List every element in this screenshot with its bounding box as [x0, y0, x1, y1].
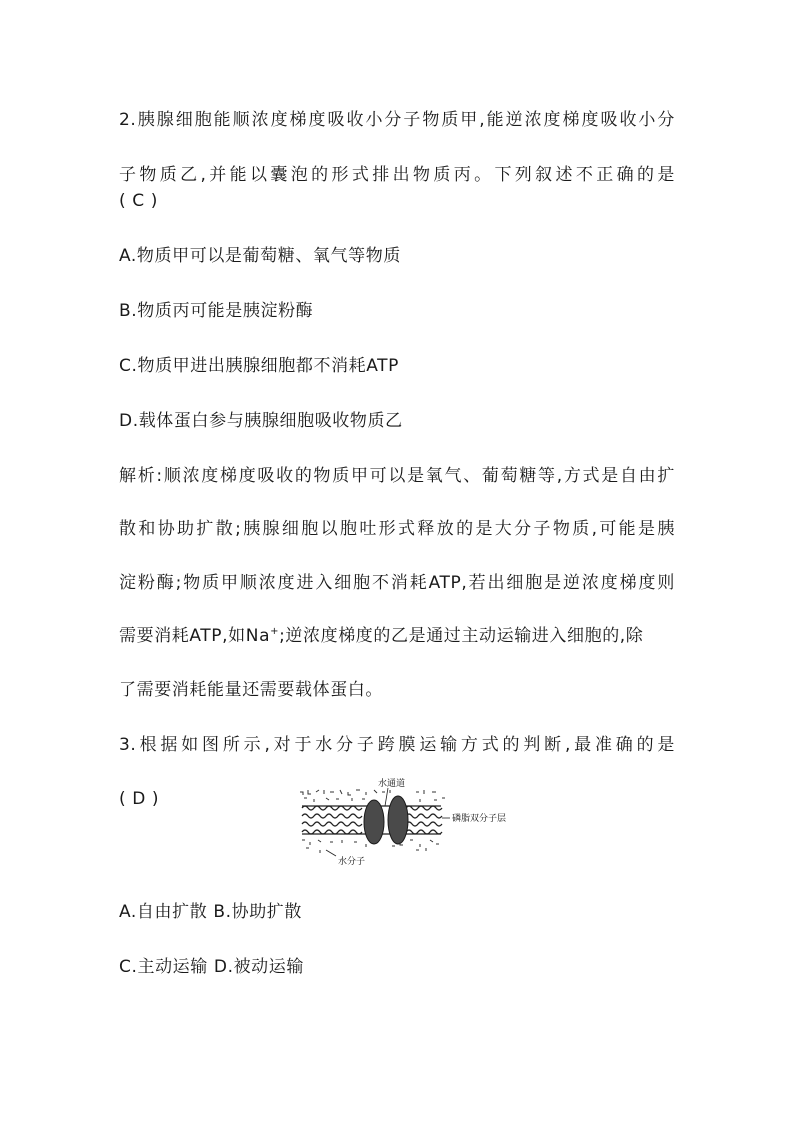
q2-option-d: D.载体蛋白参与胰腺细胞吸收物质乙 [119, 411, 403, 431]
water-channel-membrane-figure [296, 778, 512, 868]
label-water-molecule: 水分子 [338, 857, 366, 867]
q3-answer: ( D ) [119, 789, 160, 809]
channel-protein [364, 796, 408, 844]
channel-protein-right [388, 796, 408, 844]
q2-analysis-line-4 [119, 626, 675, 646]
q2-stem-line-2: 子物质乙,并能以囊泡的形式排出物质丙。下列叙述不正确的是 [119, 165, 675, 185]
q3-stem-line-1: 3.根据如图所示,对于水分子跨膜运输方式的判断,最准确的是 [119, 735, 675, 755]
channel-protein-left [364, 800, 384, 844]
q2-analysis-line-5: 了需要消耗能量还需要载体蛋白。 [119, 680, 383, 700]
q2-analysis-line-2: 散和协助扩散;胰腺细胞以胞吐形式释放的是大分子物质,可能是胰 [119, 519, 675, 539]
q2-option-a: A.物质甲可以是葡萄糖、氧气等物质 [119, 246, 401, 266]
q2-analysis-line-3: 淀粉酶;物质甲顺浓度进入细胞不消耗ATP,若出细胞是逆浓度梯度则 [119, 573, 675, 593]
q2-answer: ( C ) [119, 191, 158, 211]
q3-options-line-2: C.主动运输 D.被动运输 [119, 957, 304, 977]
q2-analysis-line-4-pre: 需要消耗ATP,如Na [119, 626, 271, 646]
label-water-channel: 水通道 [378, 779, 406, 789]
q2-analysis-line-1: 解析:顺浓度梯度吸收的物质甲可以是氧气、葡萄糖等,方式是自由扩 [119, 466, 675, 486]
sodium-charge: + [270, 626, 280, 637]
q3-options-line-1: A.自由扩散 B.协助扩散 [119, 902, 303, 922]
q2-option-c: C.物质甲进出胰腺细胞都不消耗ATP [119, 356, 400, 376]
q2-option-b: B.物质丙可能是胰淀粉酶 [119, 301, 314, 321]
q2-stem-line-1: 2.胰腺细胞能顺浓度梯度吸收小分子物质甲,能逆浓度梯度吸收小分 [119, 110, 675, 130]
q2-analysis-line-4-post: ;逆浓度梯度的乙是通过主动运输进入细胞的,除 [279, 626, 644, 646]
label-phospholipid-bilayer: 磷脂双分子层 [452, 814, 507, 824]
